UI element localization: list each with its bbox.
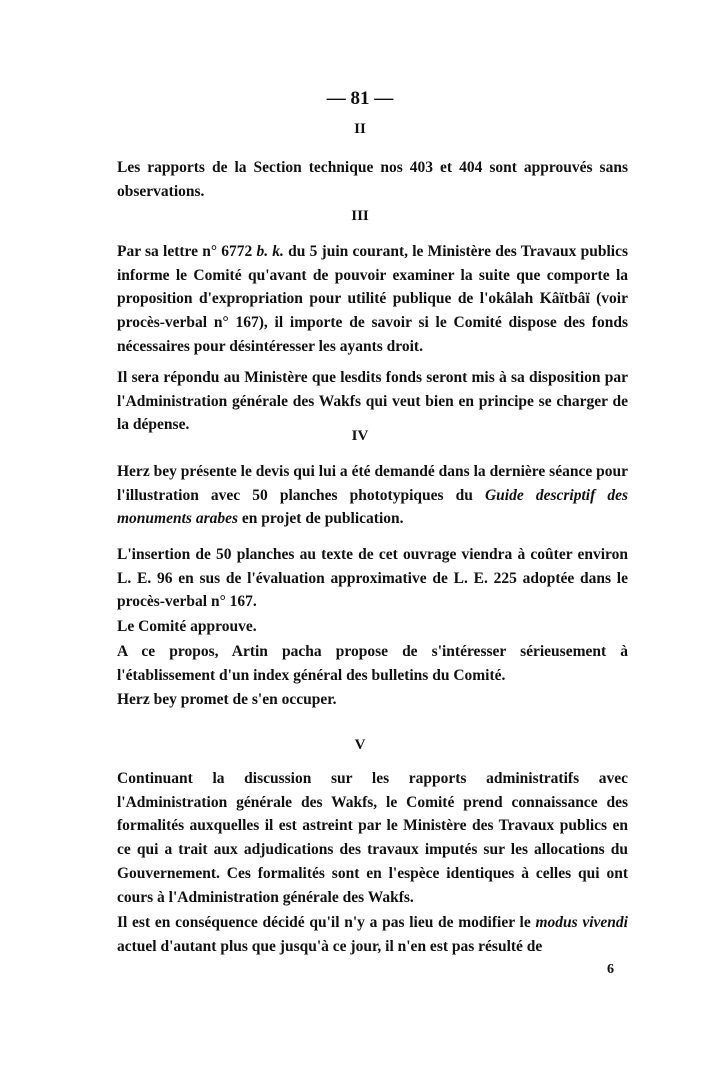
paragraph-text: Les rapports de la Section technique nos 403 et 404 sont approuvés sans observations. [117, 159, 628, 200]
publication-title: Guide descriptif des monuments arabes [117, 486, 628, 528]
paragraph-text: Il est en conséquence décidé qu'il n'y a pas lieu de modifier le [117, 914, 536, 931]
paragraph-section-iv-3 [117, 615, 628, 639]
reference-abbreviation: b. k. [256, 243, 284, 260]
page-number: — 81 — [326, 88, 394, 109]
paragraph-text: en projet de publication. [238, 510, 404, 528]
paragraph-text: A ce propos, Artin pacha propose de s'intéresser sérieusement à l'établissement d'un index général des bulletins du Comité. [117, 643, 628, 684]
section-heading-v: V [354, 737, 366, 753]
paragraph-section-iii-1 [117, 240, 628, 359]
paragraph-text: Herz bey promet de s'en occuper. [117, 691, 337, 708]
paragraph-text: Continuant la discussion sur les rapports administratifs avec l'Administration générale des Wakfs, le Comité prend connaissance des formalités auxquelles il est astreint par le Ministère des Travaux publics en ce qui a trait aux adjudications des travaux imputés sur les allocations du Gouvernement. Ces formalités sont en l'espèce identiques à celles qui ont cours à l'Administration générale des Wakfs. [117, 770, 628, 906]
paragraph-text: Par sa lettre n° 6772 [117, 243, 257, 260]
section-heading-iii: III [351, 208, 369, 224]
paragraph-text: Le Comité approuve. [117, 618, 257, 635]
latin-phrase: modus vivendi [535, 914, 628, 931]
paragraph-section-iii-2 [117, 366, 628, 437]
paragraph-section-iv-4 [117, 640, 628, 687]
section-heading-iv: IV [351, 428, 369, 444]
paragraph-text: du 5 juin courant, le Ministère des Travaux publics informe le Comité qu'avant de pouvoir examiner la suite que comporte la proposition d'expropriation pour utilité publique de l'okâlah Kâïtbâï (voir procès-verbal n° 167), il importe de savoir si le Comité dispose des fonds nécessaires pour désintéresser les ayants droit. [117, 243, 628, 355]
paragraph-section-iv-2 [117, 543, 628, 614]
paragraph-section-iv-1 [117, 460, 628, 531]
paragraph-text: actuel d'autant plus que jusqu'à ce jour, il n'en est pas résulté de [117, 937, 543, 955]
paragraph-text: Il sera répondu au Ministère que lesdits fonds seront mis à sa disposition par l'Administration générale des Wakfs qui veut bien en principe se charger de la dépense. [117, 369, 628, 434]
section-heading-ii: II [354, 121, 366, 137]
paragraph-text: Herz bey présente le devis qui lui a été demandé dans la dernière séance pour l'illustration avec 50 planches phototypiques du [117, 463, 628, 504]
signature-mark: 6 [607, 962, 614, 977]
paragraph-section-ii [117, 156, 628, 203]
paragraph-section-v-2 [117, 911, 628, 958]
paragraph-text: L'insertion de 50 planches au texte de cet ouvrage viendra à coûter environ L. E. 96 en sus de l'évaluation approximative de L. E. 225 adoptée dans le procès-verbal n° 167. [117, 546, 628, 611]
paragraph-section-iv-5 [117, 688, 628, 712]
paragraph-section-v-1 [117, 767, 628, 909]
